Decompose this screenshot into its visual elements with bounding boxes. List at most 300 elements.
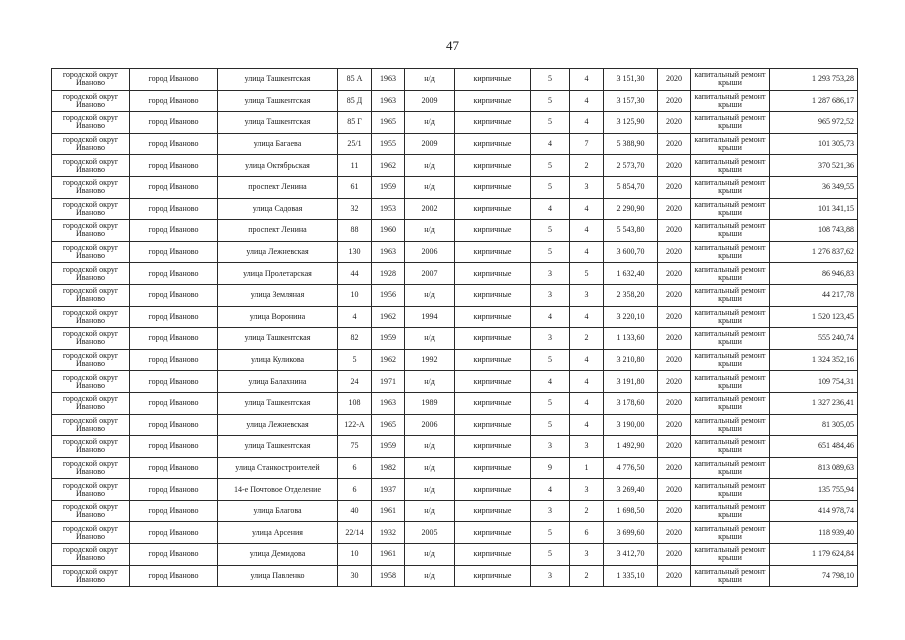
settlement-cell: город Иваново — [130, 176, 218, 198]
municipality-cell: городской округ Иваново — [52, 436, 130, 458]
cost-cell: 370 521,36 — [770, 155, 858, 177]
build-year-cell: 1962 — [372, 349, 405, 371]
last-repair-year-cell: 2002 — [405, 198, 455, 220]
wall-material-cell: кирпичные — [455, 176, 531, 198]
cost-cell: 1 293 753,28 — [770, 69, 858, 91]
floors-cell: 4 — [531, 133, 570, 155]
work-type-cell: капитальный ремонт крыши — [691, 90, 770, 112]
floors-cell: 4 — [531, 306, 570, 328]
entrances-cell: 6 — [570, 522, 604, 544]
cost-cell: 81 305,05 — [770, 414, 858, 436]
floors-cell: 5 — [531, 349, 570, 371]
build-year-cell: 1959 — [372, 176, 405, 198]
area-cell: 2 573,70 — [604, 155, 658, 177]
build-year-cell: 1965 — [372, 414, 405, 436]
last-repair-year-cell: 2005 — [405, 522, 455, 544]
house-number-cell: 22/14 — [338, 522, 372, 544]
settlement-cell: город Иваново — [130, 392, 218, 414]
table-row — [52, 284, 858, 306]
build-year-cell: 1982 — [372, 457, 405, 479]
cost-cell: 1 179 624,84 — [770, 544, 858, 566]
work-type-cell: капитальный ремонт крыши — [691, 457, 770, 479]
floors-cell: 5 — [531, 176, 570, 198]
plan-year-cell: 2020 — [658, 544, 691, 566]
wall-material-cell: кирпичные — [455, 220, 531, 242]
last-repair-year-cell: н/д — [405, 544, 455, 566]
street-cell: 14-е Почтовое Отделение — [218, 479, 338, 501]
street-cell: улица Станкостроителей — [218, 457, 338, 479]
wall-material-cell: кирпичные — [455, 198, 531, 220]
table-row — [52, 133, 858, 155]
work-type-cell: капитальный ремонт крыши — [691, 155, 770, 177]
house-number-cell: 25/1 — [338, 133, 372, 155]
work-type-cell: капитальный ремонт крыши — [691, 565, 770, 587]
work-type-cell: капитальный ремонт крыши — [691, 306, 770, 328]
table-row — [52, 263, 858, 285]
entrances-cell: 2 — [570, 155, 604, 177]
work-type-cell: капитальный ремонт крыши — [691, 500, 770, 522]
build-year-cell: 1963 — [372, 241, 405, 263]
cost-cell: 118 939,40 — [770, 522, 858, 544]
last-repair-year-cell: 1989 — [405, 392, 455, 414]
house-number-cell: 24 — [338, 371, 372, 393]
build-year-cell: 1971 — [372, 371, 405, 393]
last-repair-year-cell: н/д — [405, 436, 455, 458]
settlement-cell: город Иваново — [130, 328, 218, 350]
last-repair-year-cell: н/д — [405, 500, 455, 522]
floors-cell: 4 — [531, 371, 570, 393]
settlement-cell: город Иваново — [130, 241, 218, 263]
entrances-cell: 4 — [570, 371, 604, 393]
build-year-cell: 1963 — [372, 392, 405, 414]
last-repair-year-cell: 2009 — [405, 133, 455, 155]
street-cell: улица Садовая — [218, 198, 338, 220]
work-type-cell: капитальный ремонт крыши — [691, 241, 770, 263]
house-number-cell: 82 — [338, 328, 372, 350]
house-number-cell: 85 Г — [338, 112, 372, 134]
house-number-cell: 85 А — [338, 69, 372, 91]
build-year-cell: 1960 — [372, 220, 405, 242]
table-row — [52, 198, 858, 220]
entrances-cell: 7 — [570, 133, 604, 155]
table-row — [52, 349, 858, 371]
area-cell: 3 412,70 — [604, 544, 658, 566]
area-cell: 1 632,40 — [604, 263, 658, 285]
plan-year-cell: 2020 — [658, 112, 691, 134]
last-repair-year-cell: 2006 — [405, 414, 455, 436]
cost-cell: 1 327 236,41 — [770, 392, 858, 414]
settlement-cell: город Иваново — [130, 500, 218, 522]
wall-material-cell: кирпичные — [455, 90, 531, 112]
area-cell: 1 698,50 — [604, 500, 658, 522]
build-year-cell: 1965 — [372, 112, 405, 134]
build-year-cell: 1955 — [372, 133, 405, 155]
build-year-cell: 1928 — [372, 263, 405, 285]
house-number-cell: 6 — [338, 457, 372, 479]
municipality-cell: городской округ Иваново — [52, 90, 130, 112]
street-cell: улица Пролетарская — [218, 263, 338, 285]
plan-year-cell: 2020 — [658, 263, 691, 285]
area-cell: 3 210,80 — [604, 349, 658, 371]
plan-year-cell: 2020 — [658, 306, 691, 328]
area-cell: 5 543,80 — [604, 220, 658, 242]
cost-cell: 965 972,52 — [770, 112, 858, 134]
cost-cell: 414 978,74 — [770, 500, 858, 522]
settlement-cell: город Иваново — [130, 284, 218, 306]
cost-cell: 101 341,15 — [770, 198, 858, 220]
build-year-cell: 1958 — [372, 565, 405, 587]
plan-year-cell: 2020 — [658, 241, 691, 263]
street-cell: улица Павленко — [218, 565, 338, 587]
floors-cell: 9 — [531, 457, 570, 479]
area-cell: 3 699,60 — [604, 522, 658, 544]
cost-cell: 44 217,78 — [770, 284, 858, 306]
plan-year-cell: 2020 — [658, 198, 691, 220]
municipality-cell: городской округ Иваново — [52, 500, 130, 522]
table-row — [52, 112, 858, 134]
plan-year-cell: 2020 — [658, 522, 691, 544]
area-cell: 3 220,10 — [604, 306, 658, 328]
settlement-cell: город Иваново — [130, 565, 218, 587]
build-year-cell: 1937 — [372, 479, 405, 501]
floors-cell: 3 — [531, 436, 570, 458]
table-row — [52, 306, 858, 328]
floors-cell: 5 — [531, 220, 570, 242]
house-number-cell: 10 — [338, 544, 372, 566]
settlement-cell: город Иваново — [130, 414, 218, 436]
cost-cell: 1 287 686,17 — [770, 90, 858, 112]
entrances-cell: 2 — [570, 500, 604, 522]
floors-cell: 5 — [531, 155, 570, 177]
build-year-cell: 1962 — [372, 155, 405, 177]
plan-year-cell: 2020 — [658, 392, 691, 414]
plan-year-cell: 2020 — [658, 349, 691, 371]
last-repair-year-cell: н/д — [405, 176, 455, 198]
settlement-cell: город Иваново — [130, 90, 218, 112]
wall-material-cell: кирпичные — [455, 436, 531, 458]
work-type-cell: капитальный ремонт крыши — [691, 414, 770, 436]
build-year-cell: 1961 — [372, 500, 405, 522]
house-number-cell: 5 — [338, 349, 372, 371]
floors-cell: 3 — [531, 328, 570, 350]
floors-cell: 3 — [531, 263, 570, 285]
work-type-cell: капитальный ремонт крыши — [691, 479, 770, 501]
area-cell: 3 157,30 — [604, 90, 658, 112]
municipality-cell: городской округ Иваново — [52, 263, 130, 285]
page-number: 47 — [446, 38, 459, 53]
last-repair-year-cell: 2009 — [405, 90, 455, 112]
build-year-cell: 1959 — [372, 436, 405, 458]
table-row — [52, 371, 858, 393]
entrances-cell: 4 — [570, 414, 604, 436]
floors-cell: 5 — [531, 414, 570, 436]
area-cell: 1 335,10 — [604, 565, 658, 587]
cost-cell: 74 798,10 — [770, 565, 858, 587]
area-cell: 2 358,20 — [604, 284, 658, 306]
last-repair-year-cell: 2007 — [405, 263, 455, 285]
cost-cell: 813 089,63 — [770, 457, 858, 479]
table-row — [52, 522, 858, 544]
cost-cell: 1 520 123,45 — [770, 306, 858, 328]
table-row — [52, 479, 858, 501]
area-cell: 5 388,90 — [604, 133, 658, 155]
work-type-cell: капитальный ремонт крыши — [691, 133, 770, 155]
area-cell: 1 492,90 — [604, 436, 658, 458]
house-number-cell: 85 Д — [338, 90, 372, 112]
street-cell: улица Ташкентская — [218, 69, 338, 91]
settlement-cell: город Иваново — [130, 69, 218, 91]
registry-body — [52, 69, 858, 587]
build-year-cell: 1953 — [372, 198, 405, 220]
plan-year-cell: 2020 — [658, 90, 691, 112]
floors-cell: 3 — [531, 565, 570, 587]
house-number-cell: 32 — [338, 198, 372, 220]
entrances-cell: 4 — [570, 349, 604, 371]
floors-cell: 5 — [531, 392, 570, 414]
wall-material-cell: кирпичные — [455, 565, 531, 587]
area-cell: 3 269,40 — [604, 479, 658, 501]
wall-material-cell: кирпичные — [455, 263, 531, 285]
cost-cell: 101 305,73 — [770, 133, 858, 155]
street-cell: улица Ташкентская — [218, 90, 338, 112]
work-type-cell: капитальный ремонт крыши — [691, 328, 770, 350]
last-repair-year-cell: н/д — [405, 69, 455, 91]
settlement-cell: город Иваново — [130, 522, 218, 544]
municipality-cell: городской округ Иваново — [52, 457, 130, 479]
house-number-cell: 30 — [338, 565, 372, 587]
last-repair-year-cell: н/д — [405, 328, 455, 350]
street-cell: улица Куликова — [218, 349, 338, 371]
cost-cell: 109 754,31 — [770, 371, 858, 393]
municipality-cell: городской округ Иваново — [52, 220, 130, 242]
municipality-cell: городской округ Иваново — [52, 392, 130, 414]
floors-cell: 5 — [531, 241, 570, 263]
floors-cell: 3 — [531, 500, 570, 522]
wall-material-cell: кирпичные — [455, 69, 531, 91]
wall-material-cell: кирпичные — [455, 241, 531, 263]
table-row — [52, 565, 858, 587]
wall-material-cell: кирпичные — [455, 392, 531, 414]
plan-year-cell: 2020 — [658, 436, 691, 458]
entrances-cell: 3 — [570, 544, 604, 566]
cost-cell: 1 324 352,16 — [770, 349, 858, 371]
street-cell: улица Арсения — [218, 522, 338, 544]
area-cell: 3 178,60 — [604, 392, 658, 414]
work-type-cell: капитальный ремонт крыши — [691, 220, 770, 242]
work-type-cell: капитальный ремонт крыши — [691, 69, 770, 91]
floors-cell: 5 — [531, 69, 570, 91]
house-number-cell: 4 — [338, 306, 372, 328]
wall-material-cell: кирпичные — [455, 457, 531, 479]
last-repair-year-cell: н/д — [405, 284, 455, 306]
plan-year-cell: 2020 — [658, 220, 691, 242]
street-cell: улица Лежневская — [218, 414, 338, 436]
cost-cell: 555 240,74 — [770, 328, 858, 350]
house-number-cell: 88 — [338, 220, 372, 242]
street-cell: улица Воронина — [218, 306, 338, 328]
municipality-cell: городской округ Иваново — [52, 69, 130, 91]
municipality-cell: городской округ Иваново — [52, 241, 130, 263]
work-type-cell: капитальный ремонт крыши — [691, 392, 770, 414]
wall-material-cell: кирпичные — [455, 479, 531, 501]
wall-material-cell: кирпичные — [455, 306, 531, 328]
house-number-cell: 11 — [338, 155, 372, 177]
floors-cell: 5 — [531, 112, 570, 134]
settlement-cell: город Иваново — [130, 457, 218, 479]
build-year-cell: 1963 — [372, 69, 405, 91]
wall-material-cell: кирпичные — [455, 371, 531, 393]
entrances-cell: 3 — [570, 479, 604, 501]
street-cell: проспект Ленина — [218, 176, 338, 198]
work-type-cell: капитальный ремонт крыши — [691, 176, 770, 198]
entrances-cell: 3 — [570, 176, 604, 198]
settlement-cell: город Иваново — [130, 133, 218, 155]
municipality-cell: городской округ Иваново — [52, 328, 130, 350]
plan-year-cell: 2020 — [658, 565, 691, 587]
cost-cell: 1 276 837,62 — [770, 241, 858, 263]
table-row — [52, 176, 858, 198]
wall-material-cell: кирпичные — [455, 414, 531, 436]
settlement-cell: город Иваново — [130, 544, 218, 566]
street-cell: улица Ташкентская — [218, 328, 338, 350]
entrances-cell: 2 — [570, 328, 604, 350]
plan-year-cell: 2020 — [658, 500, 691, 522]
table-row — [52, 392, 858, 414]
plan-year-cell: 2020 — [658, 176, 691, 198]
area-cell: 3 600,70 — [604, 241, 658, 263]
wall-material-cell: кирпичные — [455, 328, 531, 350]
plan-year-cell: 2020 — [658, 479, 691, 501]
municipality-cell: городской округ Иваново — [52, 198, 130, 220]
street-cell: улица Багаева — [218, 133, 338, 155]
street-cell: проспект Ленина — [218, 220, 338, 242]
settlement-cell: город Иваново — [130, 198, 218, 220]
street-cell: улица Октябрьская — [218, 155, 338, 177]
municipality-cell: городской округ Иваново — [52, 112, 130, 134]
build-year-cell: 1963 — [372, 90, 405, 112]
municipality-cell: городской округ Иваново — [52, 371, 130, 393]
entrances-cell: 3 — [570, 436, 604, 458]
municipality-cell: городской округ Иваново — [52, 176, 130, 198]
work-type-cell: капитальный ремонт крыши — [691, 198, 770, 220]
last-repair-year-cell: 1992 — [405, 349, 455, 371]
plan-year-cell: 2020 — [658, 133, 691, 155]
table-row — [52, 220, 858, 242]
last-repair-year-cell: н/д — [405, 220, 455, 242]
table-row — [52, 90, 858, 112]
work-type-cell: капитальный ремонт крыши — [691, 371, 770, 393]
floors-cell: 5 — [531, 544, 570, 566]
entrances-cell: 4 — [570, 198, 604, 220]
wall-material-cell: кирпичные — [455, 133, 531, 155]
wall-material-cell: кирпичные — [455, 112, 531, 134]
house-number-cell: 130 — [338, 241, 372, 263]
plan-year-cell: 2020 — [658, 328, 691, 350]
house-number-cell: 6 — [338, 479, 372, 501]
entrances-cell: 4 — [570, 241, 604, 263]
area-cell: 3 125,90 — [604, 112, 658, 134]
municipality-cell: городской округ Иваново — [52, 479, 130, 501]
wall-material-cell: кирпичные — [455, 500, 531, 522]
street-cell: улица Ташкентская — [218, 112, 338, 134]
street-cell: улица Демидова — [218, 544, 338, 566]
municipality-cell: городской округ Иваново — [52, 522, 130, 544]
settlement-cell: город Иваново — [130, 479, 218, 501]
entrances-cell: 4 — [570, 112, 604, 134]
house-number-cell: 40 — [338, 500, 372, 522]
table-row — [52, 155, 858, 177]
settlement-cell: город Иваново — [130, 220, 218, 242]
settlement-cell: город Иваново — [130, 436, 218, 458]
area-cell: 2 290,90 — [604, 198, 658, 220]
build-year-cell: 1962 — [372, 306, 405, 328]
area-cell: 3 191,80 — [604, 371, 658, 393]
street-cell: улица Ташкентская — [218, 392, 338, 414]
plan-year-cell: 2020 — [658, 414, 691, 436]
work-type-cell: капитальный ремонт крыши — [691, 544, 770, 566]
wall-material-cell: кирпичные — [455, 349, 531, 371]
table-row — [52, 414, 858, 436]
last-repair-year-cell: 1994 — [405, 306, 455, 328]
entrances-cell: 4 — [570, 69, 604, 91]
entrances-cell: 4 — [570, 392, 604, 414]
area-cell: 5 854,70 — [604, 176, 658, 198]
area-cell: 3 190,00 — [604, 414, 658, 436]
street-cell: улица Земляная — [218, 284, 338, 306]
build-year-cell: 1959 — [372, 328, 405, 350]
build-year-cell: 1932 — [372, 522, 405, 544]
plan-year-cell: 2020 — [658, 69, 691, 91]
plan-year-cell: 2020 — [658, 155, 691, 177]
cost-cell: 108 743,88 — [770, 220, 858, 242]
entrances-cell: 4 — [570, 306, 604, 328]
house-number-cell: 122-А — [338, 414, 372, 436]
last-repair-year-cell: н/д — [405, 457, 455, 479]
house-number-cell: 10 — [338, 284, 372, 306]
build-year-cell: 1956 — [372, 284, 405, 306]
municipality-cell: городской округ Иваново — [52, 349, 130, 371]
table-row — [52, 457, 858, 479]
floors-cell: 5 — [531, 90, 570, 112]
cost-cell: 135 755,94 — [770, 479, 858, 501]
floors-cell: 4 — [531, 198, 570, 220]
build-year-cell: 1961 — [372, 544, 405, 566]
house-number-cell: 61 — [338, 176, 372, 198]
area-cell: 3 151,30 — [604, 69, 658, 91]
wall-material-cell: кирпичные — [455, 155, 531, 177]
entrances-cell: 1 — [570, 457, 604, 479]
street-cell: улица Ташкентская — [218, 436, 338, 458]
work-type-cell: капитальный ремонт крыши — [691, 349, 770, 371]
settlement-cell: город Иваново — [130, 371, 218, 393]
table-row — [52, 241, 858, 263]
house-number-cell: 44 — [338, 263, 372, 285]
table-row — [52, 500, 858, 522]
house-number-cell: 75 — [338, 436, 372, 458]
entrances-cell: 4 — [570, 220, 604, 242]
work-type-cell: капитальный ремонт крыши — [691, 522, 770, 544]
floors-cell: 3 — [531, 284, 570, 306]
table-row — [52, 436, 858, 458]
cost-cell: 86 946,83 — [770, 263, 858, 285]
municipality-cell: городской округ Иваново — [52, 306, 130, 328]
municipality-cell: городской округ Иваново — [52, 284, 130, 306]
municipality-cell: городской округ Иваново — [52, 565, 130, 587]
entrances-cell: 5 — [570, 263, 604, 285]
work-type-cell: капитальный ремонт крыши — [691, 263, 770, 285]
settlement-cell: город Иваново — [130, 155, 218, 177]
wall-material-cell: кирпичные — [455, 522, 531, 544]
